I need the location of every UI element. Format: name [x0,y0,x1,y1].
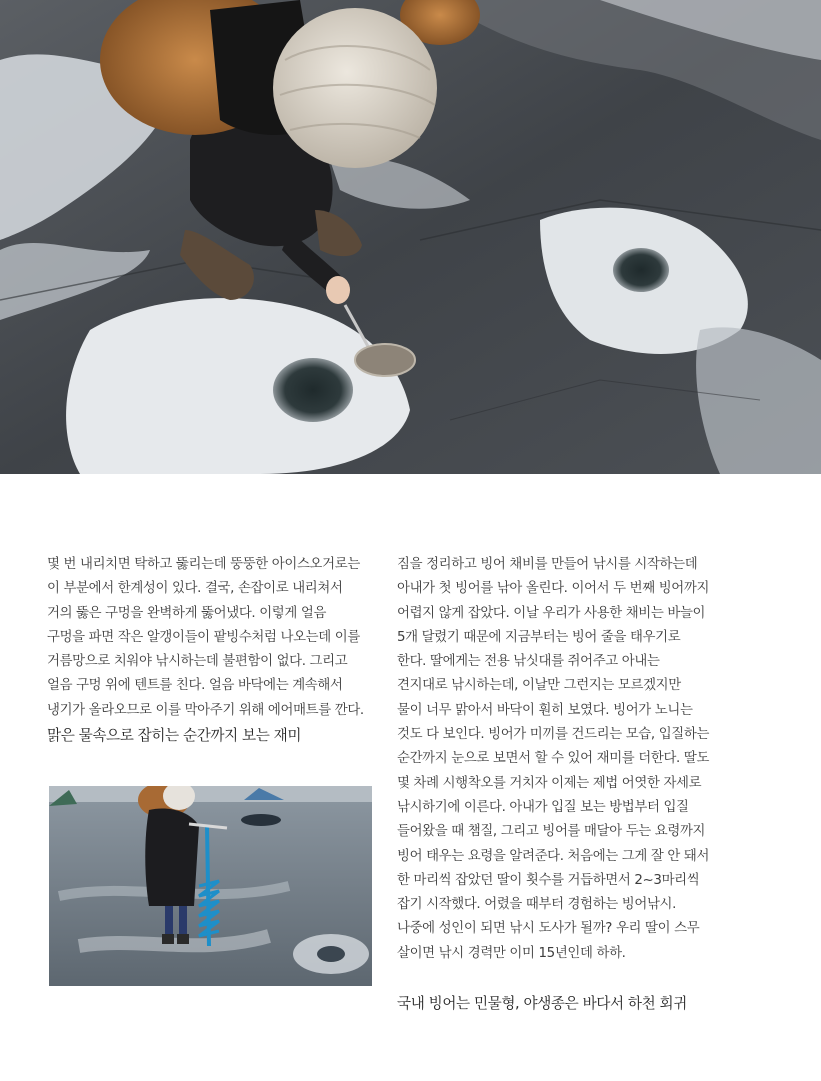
paragraph-line: 몇 차례 시행착오를 거치자 이제는 제법 어엿한 자세로 [397,775,702,791]
paragraph-line: 얼음 구멍 위에 텐트를 친다. 얼음 바닥에는 계속해서 [47,678,343,694]
paragraph-line: 것도 다 보인다. 빙어가 미끼를 건드리는 모습, 입질하는 [397,727,710,743]
paragraph-line: 냉기가 올라오므로 이를 막아주기 위해 에어매트를 깐다. [47,702,364,718]
article-right-column [397,553,727,966]
paragraph-line: 짐을 정리하고 빙어 채비를 만들어 낚시를 시작하는데 [397,557,698,572]
paragraph-line: 낚시하기에 이른다. 아내가 입질 보는 방법부터 입질 [397,799,689,815]
paragraph-line: 나중에 성인이 되면 낚시 도사가 될까? 우리 딸이 스무 [397,921,700,937]
paragraph-line: 몇 번 내리치면 탁하고 뚫리는데 뚱뚱한 아이스오거로는 [47,557,360,572]
paragraph-line: 물이 너무 맑아서 바닥이 훤히 보였다. 빙어가 노니는 [397,702,693,718]
hero-photo-illustration [0,0,821,474]
article-left-column [47,553,377,723]
paragraph-line: 구멍을 파면 작은 알갱이들이 팥빙수처럼 나오는데 이를 [47,629,360,645]
inline-photo [49,786,372,986]
paragraph-line: 빙어 태우는 요령을 알려준다. 처음에는 그게 잘 안 돼서 [397,848,710,864]
paragraph-line: 이 부분에서 한계성이 있다. 결국, 손잡이로 내리쳐서 [47,581,343,597]
paragraph-line: 살이면 낚시 경력만 이미 15년인데 하하. [397,945,626,961]
paragraph-line: 한다. 딸에게는 전용 낚싯대를 쥐어주고 아내는 [397,654,660,670]
paragraph-line: 한 마리씩 잡았던 딸이 횟수를 거듭하면서 2~3마리씩 [397,872,700,888]
paragraph-line: 거름망으로 치워야 낚시하는데 불편함이 없다. 그리고 [47,654,348,670]
inline-photo-illustration [49,786,372,986]
hero-photo [0,0,821,474]
paragraph-line: 아내가 첫 빙어를 낚아 올린다. 이어서 두 번째 빙어까지 [397,581,710,597]
paragraph-line: 들어왔을 때 챔질, 그리고 빙어를 매달아 두는 요령까지 [397,824,706,840]
section-subheading: 맑은 물속으로 잡히는 순간까지 보는 재미 [47,727,302,744]
paragraph-line: 견지대로 낚시하는데, 이날만 그런지는 모르겠지만 [397,678,681,694]
paragraph-line: 순간까지 눈으로 보면서 할 수 있어 재미를 더한다. 딸도 [397,751,710,767]
paragraph-line: 잡기 시작했다. 어렸을 때부터 경험하는 빙어낚시. [397,897,677,913]
paragraph-line: 거의 뚫은 구멍을 완벽하게 뚫어냈다. 이렇게 얼음 [47,605,327,621]
section-subheading: 국내 빙어는 민물형, 야생종은 바다서 하천 회귀 [397,995,687,1012]
paragraph-line: 어렵지 않게 잡았다. 이날 우리가 사용한 채비는 바늘이 [397,605,706,621]
paragraph-line: 5개 달렸기 때문에 지금부터는 빙어 줄을 태우기로 [397,629,681,645]
